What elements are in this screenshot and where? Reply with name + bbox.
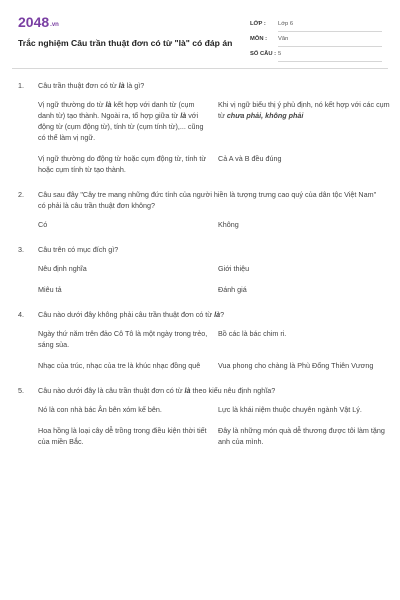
question-text bbox=[38, 385, 382, 396]
worksheet-header bbox=[18, 14, 382, 64]
question-text-emphasis: là bbox=[118, 81, 125, 90]
logo-domain: .vn bbox=[50, 22, 59, 28]
worksheet-title: Trắc nghiệm Câu trần thuật đơn có từ "là" có đáp án bbox=[18, 38, 233, 48]
meta-value: Văn bbox=[278, 36, 382, 47]
site-logo[interactable] bbox=[18, 14, 59, 30]
answer-option[interactable] bbox=[38, 360, 210, 371]
option-text: Ngày thứ năm trên đảo Cô Tô là một ngày trong trẻo, sáng sủa. bbox=[38, 329, 208, 349]
question-text-part: Câu trần thuật đơn có từ bbox=[38, 81, 119, 90]
question-text bbox=[38, 309, 382, 320]
option-text: Vị ngữ thường do từ bbox=[38, 100, 106, 109]
option-text: Miêu tả bbox=[38, 285, 62, 294]
question-text-part: theo kiểu nêu định nghĩa? bbox=[190, 386, 276, 395]
answer-option[interactable] bbox=[218, 404, 390, 415]
option-text-emphasis: là bbox=[105, 100, 112, 109]
question-text bbox=[38, 80, 382, 91]
meta-grade bbox=[248, 20, 382, 35]
question-item bbox=[18, 244, 382, 295]
answer-options bbox=[38, 219, 382, 230]
option-text: Nhạc của trúc, nhạc của tre là khúc nhạc đồng quê bbox=[38, 361, 201, 370]
question-text-emphasis: là bbox=[184, 386, 191, 395]
option-text: Nó là con nhà bác Ân bên xóm kế bên. bbox=[38, 405, 162, 414]
option-text: Bồ các là bác chim ri. bbox=[218, 329, 287, 338]
answer-option[interactable] bbox=[218, 425, 390, 447]
option-text: Khi vị ngữ biểu thị ý phủ định, nó kết hợp với các cụm từ bbox=[218, 100, 390, 120]
question-stem bbox=[18, 80, 382, 91]
answer-option[interactable] bbox=[38, 328, 210, 350]
answer-option[interactable] bbox=[38, 284, 210, 295]
option-text: Hoa hồng là loại cây dễ trồng trong điều kiện thời tiết của miền Bắc. bbox=[38, 426, 207, 446]
option-text: Không bbox=[218, 220, 239, 229]
meta-label: LỚP : bbox=[250, 21, 266, 27]
question-text-emphasis: là bbox=[214, 310, 221, 319]
question-text bbox=[38, 244, 382, 255]
meta-question-count bbox=[248, 50, 382, 65]
answer-option[interactable] bbox=[218, 360, 390, 371]
option-text: kết hợp với danh từ (cụm danh từ) tạo thành. Ngoài ra, tổ hợp giữa từ bbox=[38, 100, 195, 120]
question-number: 4. bbox=[18, 310, 24, 319]
question-text bbox=[38, 189, 382, 211]
question-text-part: Câu trên có mục đích gì? bbox=[38, 245, 119, 254]
question-item bbox=[18, 385, 385, 447]
option-text: Vua phong cho chàng là Phù Đổng Thiên Vương bbox=[218, 361, 374, 370]
answer-options bbox=[38, 328, 382, 371]
worksheet-meta bbox=[248, 20, 382, 65]
option-text: Lực là khái niệm thuộc chuyên ngành Vật Lý. bbox=[218, 405, 362, 414]
question-item bbox=[18, 189, 382, 230]
question-number: 1. bbox=[18, 81, 24, 90]
answer-option[interactable] bbox=[38, 404, 210, 415]
option-text: Đánh giá bbox=[218, 285, 247, 294]
answer-option[interactable] bbox=[38, 263, 210, 274]
question-text-part: Câu nào dưới đây là câu trần thuật đơn có từ bbox=[38, 386, 185, 395]
question-list bbox=[18, 80, 390, 461]
question-stem bbox=[18, 385, 382, 396]
answer-option[interactable] bbox=[218, 99, 390, 143]
meta-value: Lớp 6 bbox=[278, 21, 382, 32]
question-item bbox=[18, 80, 390, 175]
option-text: Đây là những món quà dễ thương được tôi làm tặng anh của mình. bbox=[218, 426, 385, 446]
question-text-part: ? bbox=[220, 310, 225, 319]
meta-subject bbox=[248, 35, 382, 50]
answer-option[interactable] bbox=[218, 328, 390, 350]
question-stem bbox=[18, 309, 382, 320]
meta-label: SỐ CÂU : bbox=[250, 51, 277, 57]
answer-option[interactable] bbox=[38, 153, 210, 175]
question-number: 2. bbox=[18, 190, 24, 199]
answer-option[interactable] bbox=[38, 425, 210, 447]
answer-options bbox=[38, 99, 390, 175]
option-text: Cả A và B đều đúng bbox=[218, 154, 282, 163]
meta-label: MÔN : bbox=[250, 36, 268, 42]
option-text: Giới thiệu bbox=[218, 264, 250, 273]
option-text: Nêu định nghĩa bbox=[38, 264, 87, 273]
answer-option[interactable] bbox=[218, 153, 390, 175]
question-number: 3. bbox=[18, 245, 24, 254]
answer-option[interactable] bbox=[38, 99, 210, 143]
question-text-part: Câu nào dưới đây không phải câu trần thuật đơn có từ bbox=[38, 310, 215, 319]
option-text: với động từ (cụm động từ), tính từ (cụm tính từ),... cũng có thể làm vị ngữ. bbox=[38, 111, 204, 142]
option-text-emphasis: là bbox=[180, 111, 187, 120]
option-text: Vị ngữ thường do động từ hoặc cụm động từ, tính từ hoặc cụm tính từ tạo thành. bbox=[38, 154, 207, 174]
option-text-emphasis: chưa phải, không phải bbox=[226, 111, 304, 120]
question-number: 5. bbox=[18, 386, 24, 395]
answer-option[interactable] bbox=[218, 219, 390, 230]
answer-options bbox=[38, 263, 382, 295]
question-text-part: là gì? bbox=[124, 81, 145, 90]
answer-option[interactable] bbox=[38, 219, 210, 230]
answer-option[interactable] bbox=[218, 263, 390, 274]
question-stem bbox=[18, 189, 382, 211]
logo-text: 2048 bbox=[18, 14, 50, 30]
header-divider bbox=[12, 68, 388, 69]
answer-options bbox=[38, 404, 385, 447]
meta-value: 5 bbox=[278, 51, 382, 62]
question-stem bbox=[18, 244, 382, 255]
question-item bbox=[18, 309, 382, 371]
question-text-part: Câu sau đây "Cây tre mang những đức tính của người hiền là tượng trưng cao quý của dân tộc Việt Nam" có phải là câu trần thuật đơn không? bbox=[38, 190, 377, 210]
answer-option[interactable] bbox=[218, 284, 390, 295]
option-text: Có bbox=[38, 220, 48, 229]
